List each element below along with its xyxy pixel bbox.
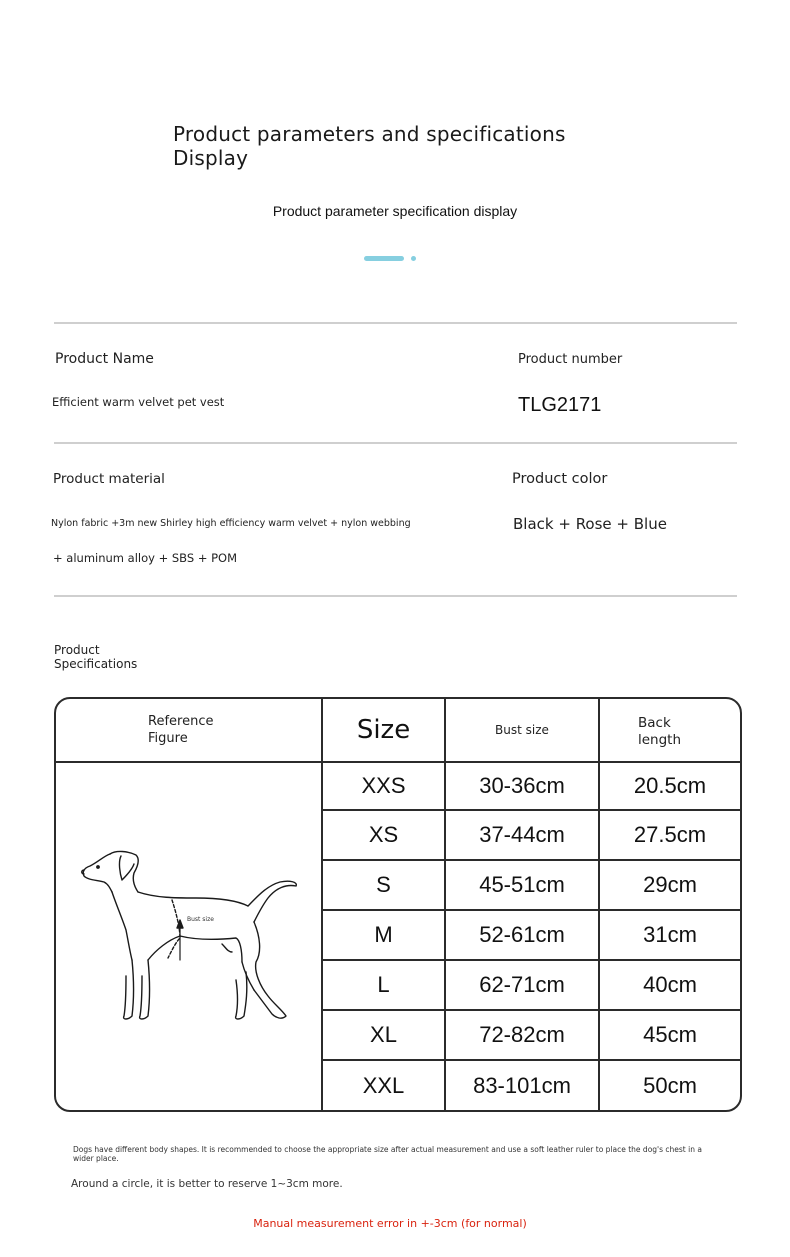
table-header-bust: Bust size [495,722,549,737]
product-material-label: Product material [53,471,165,487]
page-title-line2: Display [173,146,249,170]
divider [54,595,737,597]
table-header-back-line2: length [638,732,682,748]
table-header-back-length [638,715,738,755]
size-cell: XL [370,1022,397,1047]
back-cell: 29cm [643,872,697,897]
product-material-value-line1: Nylon fabric +3m new Shirley high efficiency warm velvet + nylon webbing [51,518,411,529]
note-measurement: Dogs have different body shapes. It is recommended to choose the appropriate size after actual measurement and use a soft leather ruler to place the dog's chest in a wider place. [73,1145,702,1163]
page-subtitle: Product parameter specification display [272,203,518,219]
table-header-reference [148,713,268,753]
product-color-value: Black + Rose + Blue [513,515,667,533]
product-color-label: Product color [512,471,608,487]
specifications-label [54,643,137,671]
table-header-back-line1: Back [638,715,671,731]
product-number-label: Product number [518,352,623,367]
bust-cell: 83-101cm [473,1072,571,1098]
bust-cell: 72-82cm [479,1022,565,1047]
table-header-reference-line2: Figure [148,731,188,746]
back-cell: 27.5cm [633,822,707,847]
product-name-value: Efficient warm velvet pet vest [52,395,225,409]
note-reserve: Around a circle, it is better to reserve 1~3cm more. [71,1178,343,1190]
product-material-value-line2: + aluminum alloy + SBS + POM [53,551,238,565]
size-cell: M [374,922,393,947]
bust-cell: 52-61cm [479,922,565,947]
decorative-dot [411,256,416,261]
decorative-dash [364,256,404,261]
page-title-line1: Product parameters and specifications [173,122,566,146]
divider [54,442,737,444]
back-cell: 50cm [643,1072,697,1098]
bust-size-figure-label: Bust size [187,916,214,923]
size-cell: XS [368,822,399,847]
size-cell: S [376,872,391,897]
back-cell: 45cm [643,1022,697,1047]
size-cell: L [377,972,390,997]
page-title [173,122,566,170]
note-error: Manual measurement error in +-3cm (for normal) [253,1217,527,1230]
bust-cell: 45-51cm [479,872,565,897]
product-number-value: TLG2171 [518,394,602,416]
divider [54,322,737,324]
size-cell: XXS [361,773,406,798]
bust-cell: 62-71cm [479,972,565,997]
size-cell: XXL [362,1072,405,1098]
table-header-size: Size [356,715,411,745]
specifications-label-line1: Product [54,643,100,657]
back-cell: 40cm [643,972,697,997]
back-cell: 31cm [643,922,697,947]
dog-figure [76,840,306,1030]
bust-cell: 30-36cm [479,773,565,798]
back-cell: 20.5cm [633,773,707,798]
specifications-label-line2: Specifications [54,657,138,671]
product-name-label: Product Name [55,351,154,367]
table-header-reference-line1: Reference [148,714,214,729]
bust-cell: 37-44cm [479,822,565,847]
